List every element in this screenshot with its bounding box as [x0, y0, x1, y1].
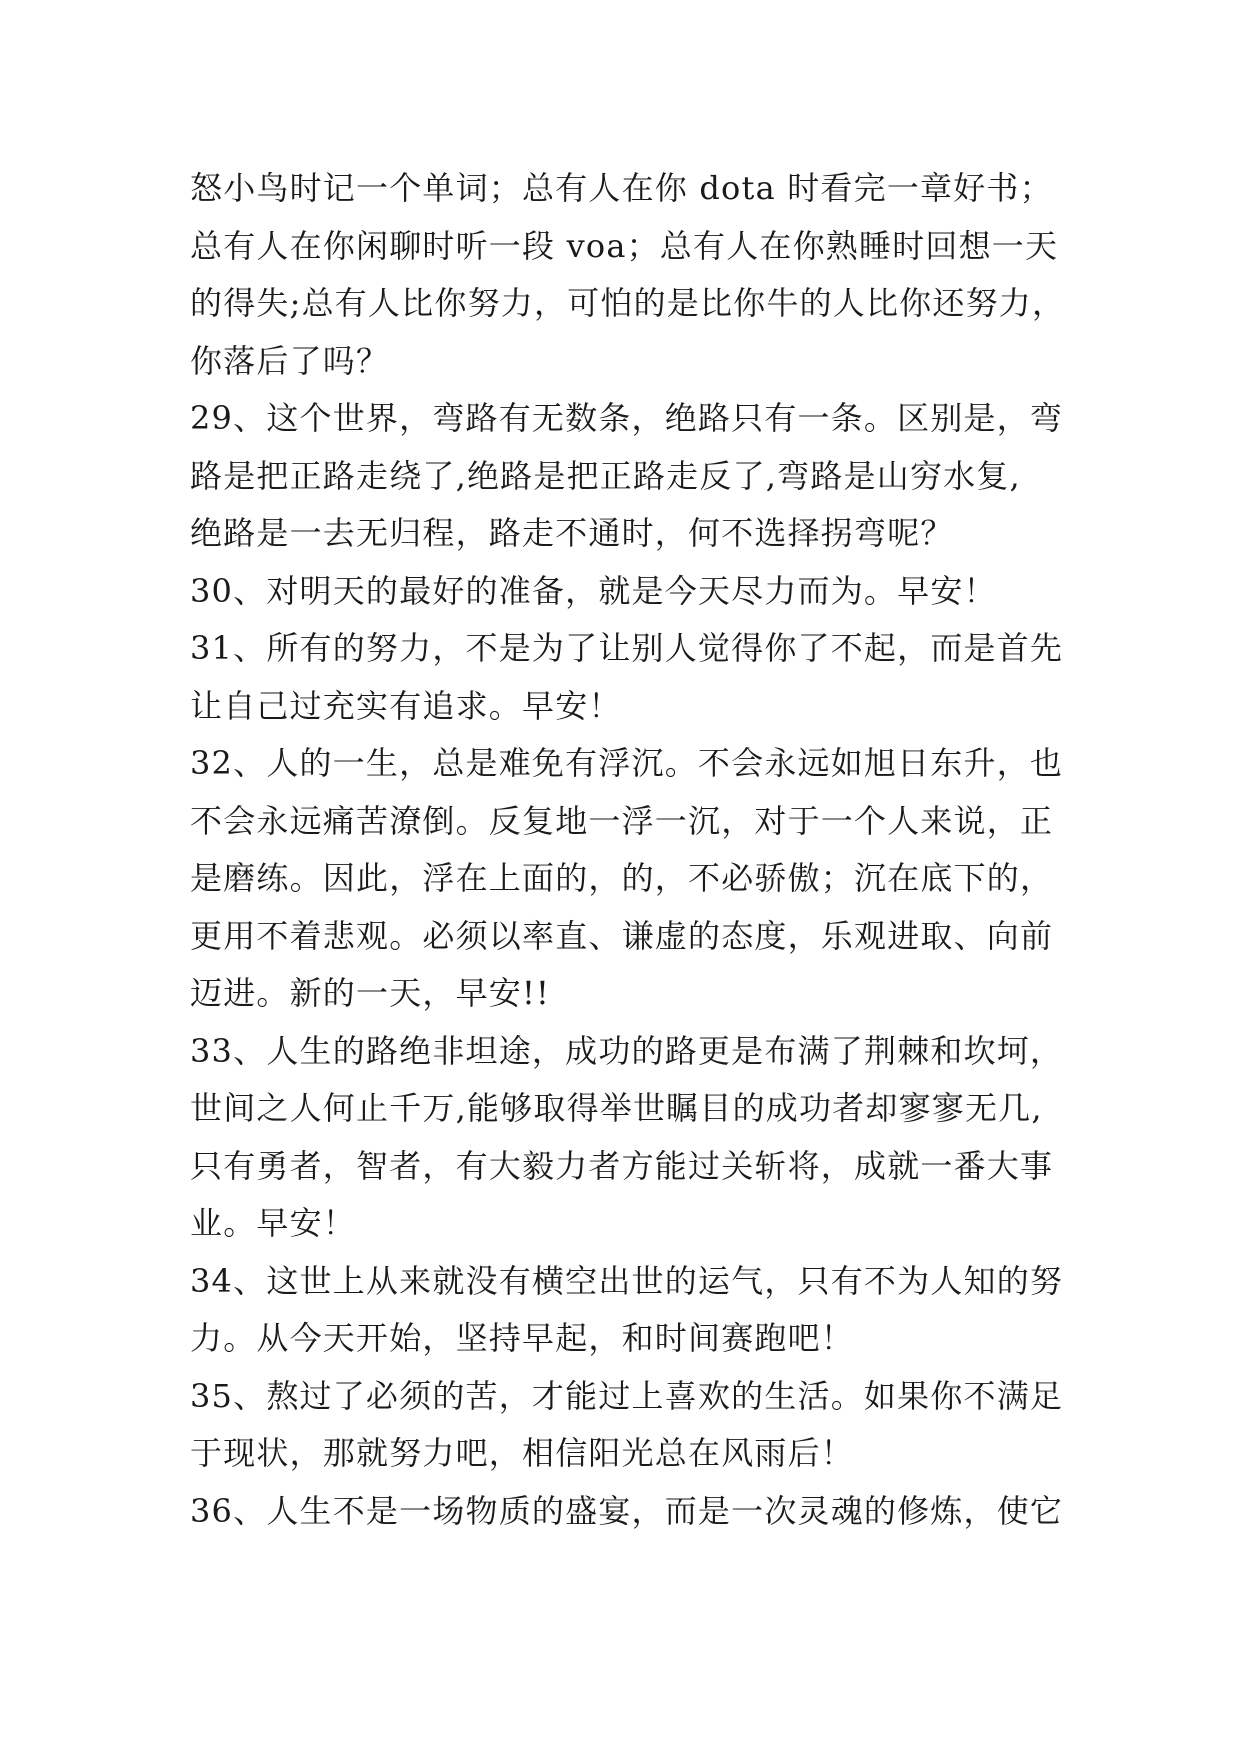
text-line: 世间之人何止千万,能够取得举世瞩目的成功者却寥寥无几,: [190, 1089, 1043, 1127]
text-line: 29、这个世界，弯路有无数条，绝路只有一条。区别是，弯: [190, 399, 1064, 437]
text-line: 于现状，那就努力吧，相信阳光总在风雨后！: [190, 1434, 855, 1472]
text-line: 路是把正路走绕了,绝路是把正路走反了,弯路是山穷水复,: [190, 456, 1021, 495]
text-line: 你落后了吗？: [190, 341, 390, 380]
text-line: 是磨练。因此，浮在上面的，的，不必骄傲；沉在底下的，: [190, 859, 1054, 897]
text-line: 34、这世上从来就没有横空出世的运气，只有不为人知的努: [190, 1261, 1064, 1300]
text-line: 36、人生不是一场物质的盛宴，而是一次灵魂的修炼，使它: [190, 1491, 1064, 1530]
text-line: 总有人在你闲聊时听一段 voa；总有人在你熟睡时回想一天: [190, 226, 1059, 265]
text-line: 33、人生的路绝非坦途，成功的路更是布满了荆棘和坎坷，: [190, 1031, 1064, 1070]
text-line: 更用不着悲观。必须以率直、谦虚的态度，乐观进取、向前: [190, 916, 1054, 955]
text-line: 怒小鸟时记一个单词；总有人在你 dota 时看完一章好书；: [190, 169, 1053, 207]
text-line: 只有勇者，智者，有大毅力者方能过关斩将，成就一番大事: [190, 1146, 1054, 1185]
text-line: 不会永远痛苦潦倒。反复地一浮一沉，对于一个人来说，正: [190, 801, 1054, 840]
text-line: 力。从今天开始，坚持早起，和时间赛跑吧！: [190, 1319, 855, 1357]
text-line: 让自己过充实有追求。早安！: [190, 686, 622, 725]
document-body: [190, 160, 1070, 1540]
text-line: 迈进。新的一天，早安!!: [190, 974, 551, 1012]
text-line: 业。早安！: [190, 1204, 357, 1242]
text-line: 35、熬过了必须的苦，才能过上喜欢的生活。如果你不满足: [190, 1376, 1064, 1415]
text-line: 的得失;总有人比你努力，可怕的是比你牛的人比你还努力，: [190, 284, 1066, 322]
text-line: 31、所有的努力，不是为了让别人觉得你了不起，而是首先: [190, 629, 1064, 667]
text-line: 30、对明天的最好的准备，就是今天尽力而为。早安！: [190, 571, 997, 610]
text-line: 绝路是一去无归程，路走不通时，何不选择拐弯呢？: [190, 514, 954, 552]
text-line: 32、人的一生，总是难免有浮沉。不会永远如旭日东升，也: [190, 744, 1064, 782]
